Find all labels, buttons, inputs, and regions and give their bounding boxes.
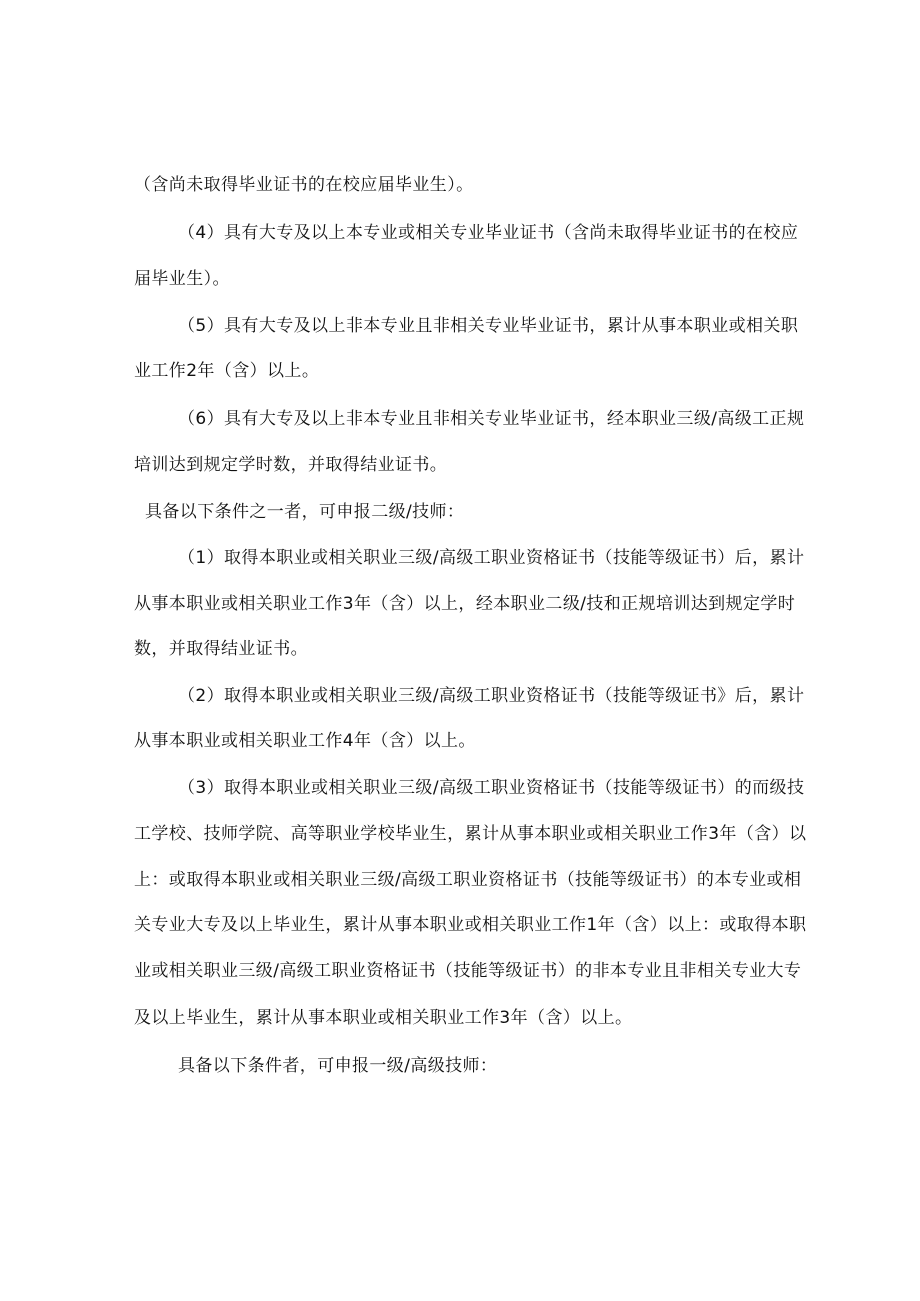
paragraph-line: （2）取得本职业或相关职业三级/高级工职业资格证书（技能等级证书》后，累计 [178,686,805,706]
paragraph-line: 关专业大专及以上毕业生，累计从事本职业或相关职业工作1年（含）以上：或取得本职 [134,915,807,935]
paragraph-line: 数，并取得结业证书。 [134,639,308,659]
section-heading: 具备以下条件之一者，可申报二级/技师： [145,502,465,522]
paragraph-line: （5）具有大专及以上非本专业且非相关专业毕业证书，累计从事本职业或相关职 [178,316,799,336]
paragraph-line: 工学校、技师学院、高等职业学校毕业生，累计从事本职业或相关职业工作3年（含）以 [134,824,807,844]
paragraph-line: 届毕业生）。 [134,269,230,289]
paragraph-line: 业工作2年（含）以上。 [134,361,320,381]
paragraph-line: 从事本职业或相关职业工作4年（含）以上。 [134,731,476,751]
section-heading: 具备以下条件者，可申报一级/高级技师： [178,1056,498,1076]
paragraph-line: （含尚未取得毕业证书的在校应届毕业生）。 [134,175,474,195]
paragraph-line: 上：或取得本职业或相关职业三级/高级工职业资格证书（技能等级证书）的本专业或相 [134,870,802,890]
paragraph-line: 培训达到规定学时数，并取得结业证书。 [134,455,448,475]
paragraph-line: 从事本职业或相关职业工作3年（含）以上，经本职业二级/技和正规培训达到规定学时 [134,594,796,614]
paragraph-line: 业或相关职业三级/高级工职业资格证书（技能等级证书）的非本专业且非相关专业大专 [134,961,802,981]
paragraph-line: （6）具有大专及以上非本专业且非相关专业毕业证书，经本职业三级/高级工正规 [178,409,805,429]
paragraph-line: （1）取得本职业或相关职业三级/高级工职业资格证书（技能等级证书）后，累计 [178,548,805,568]
paragraph-line: （4）具有大专及以上本专业或相关专业毕业证书（含尚未取得毕业证书的在校应 [178,223,799,243]
paragraph-line: （3）取得本职业或相关职业三级/高级工职业资格证书（技能等级证书）的而级技 [178,778,805,798]
paragraph-line: 及以上毕业生，累计从事本职业或相关职业工作3年（含）以上。 [134,1008,633,1028]
